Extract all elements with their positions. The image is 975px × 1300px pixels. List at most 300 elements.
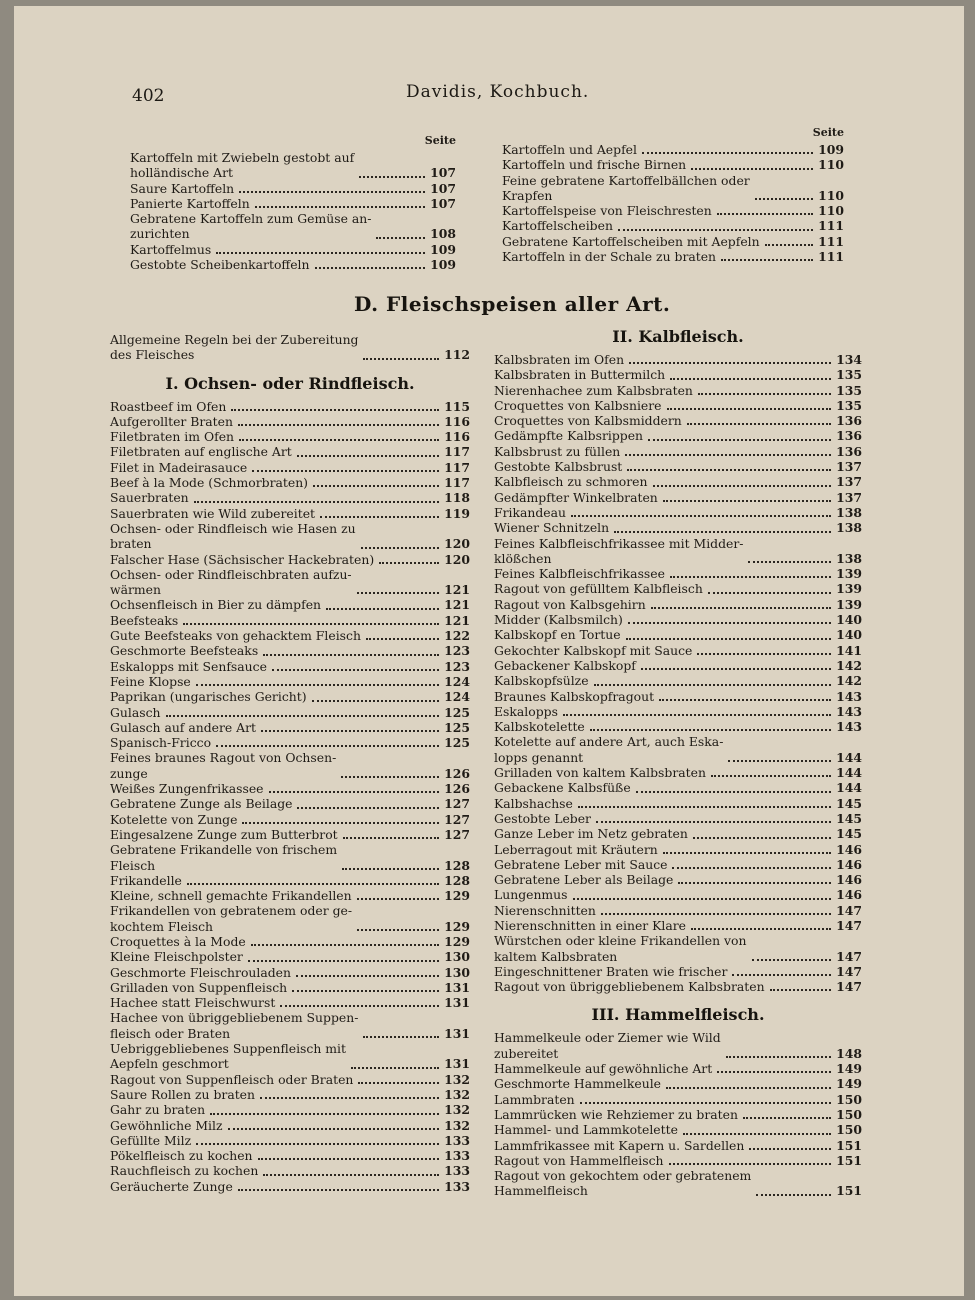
entry-page-number: 138 (836, 550, 862, 566)
entry-page-number: 142 (836, 673, 862, 689)
entry-page-number: 128 (444, 857, 470, 873)
entry-title: Würstchen oder kleine Frikandellen von kaltem Kalbsbraten (494, 933, 747, 964)
index-entry (110, 873, 470, 888)
entry-page-number: 107 (430, 180, 456, 196)
entry-title: Ochsenfleisch in Bier zu dämpfen (110, 597, 322, 613)
index-entry (110, 1179, 470, 1194)
index-entry (502, 173, 844, 204)
entry-title: Sauerbraten (110, 490, 189, 506)
index-entry (494, 627, 862, 642)
index-entry (494, 444, 862, 459)
entry-title: Ochsen- oder Rindfleischbraten aufzu- wärmen (110, 566, 352, 598)
entry-page-number: 116 (444, 429, 470, 445)
index-entry (110, 613, 470, 628)
dot-leader (708, 592, 831, 594)
index-entry (494, 796, 862, 811)
entry-title: Gebratene Leber als Beilage (494, 872, 674, 888)
entry-title: Gefüllte Milz (110, 1132, 192, 1148)
entry-page-number: 116 (444, 413, 470, 429)
entry-title: Eskalopps mit Senfsauce (110, 658, 267, 674)
entry-title: Kartoffelscheiben (502, 218, 613, 234)
entry-page-number: 145 (836, 826, 862, 842)
entry-title: Kalbskopfsülze (494, 673, 589, 689)
entry-title: Geschmorte Beefsteaks (110, 643, 259, 659)
entry-title: Rauchfleisch zu kochen (110, 1163, 259, 1179)
entry-title: Geräucherte Zunge (110, 1178, 233, 1194)
index-entry (494, 1030, 862, 1061)
entry-page-number: 132 (444, 1102, 470, 1118)
entry-title: Kotelette von Zunge (110, 811, 238, 827)
entry-page-number: 149 (836, 1076, 862, 1092)
index-entry (494, 536, 862, 567)
index-entry (502, 157, 844, 172)
entry-title: Kalbsbraten in Buttermilch (494, 367, 666, 383)
entry-title: Lammbraten (494, 1091, 575, 1107)
left-column-index (110, 332, 470, 1194)
dot-leader (669, 1163, 832, 1165)
entry-page-number: 147 (836, 917, 862, 933)
dot-leader (251, 944, 439, 946)
index-entry (110, 521, 470, 552)
entry-title: Frikandeau (494, 504, 566, 520)
entry-page-number: 120 (444, 551, 470, 567)
entry-page-number: 143 (836, 688, 862, 704)
entry-title: Roastbeef im Ofen (110, 398, 227, 414)
entry-title: Ochsen- oder Rindfleisch wie Hasen zu braten (110, 520, 356, 552)
entry-page-number: 117 (444, 459, 470, 475)
entry-title: Leberragout mit Kräutern (494, 841, 658, 857)
entry-page-number: 115 (444, 398, 470, 414)
dot-leader (260, 1097, 439, 1099)
index-entry (494, 597, 862, 612)
index-entry (110, 934, 470, 949)
entry-title: Gahr zu braten (110, 1102, 206, 1118)
entry-page-number: 109 (430, 241, 456, 257)
index-entry (110, 332, 470, 363)
seite-label: Seite (812, 126, 844, 139)
entry-page-number: 120 (444, 536, 470, 552)
dot-leader (248, 960, 439, 962)
entry-page-number: 123 (444, 658, 470, 674)
entry-page-number: 138 (836, 504, 862, 520)
index-entry (494, 505, 862, 520)
dot-leader (187, 883, 439, 885)
entry-page-number: 144 (836, 780, 862, 796)
dot-leader (678, 882, 831, 884)
entry-page-number: 139 (836, 581, 862, 597)
entry-title: Kleine Fleischpolster (110, 949, 243, 965)
dot-leader (628, 622, 831, 624)
entry-page-number: 127 (444, 826, 470, 842)
dot-leader (732, 974, 831, 976)
entry-title: Kalbfleisch zu schmoren (494, 474, 648, 490)
dot-leader (698, 393, 831, 395)
index-entry (494, 413, 862, 428)
index-entry (110, 1041, 470, 1072)
dot-leader (357, 898, 439, 900)
entry-page-number: 147 (836, 963, 862, 979)
index-entry (494, 964, 862, 979)
entry-title: Gute Beefsteaks von gehacktem Fleisch (110, 628, 361, 644)
entry-title: Croquettes von Kalbsniere (494, 397, 662, 413)
index-entry (494, 428, 862, 443)
entry-page-number: 125 (444, 704, 470, 720)
index-entry (494, 903, 862, 918)
index-entry (494, 1138, 862, 1153)
index-entry (110, 552, 470, 567)
index-entry (110, 567, 470, 598)
entry-title: Lammfrikassee mit Kapern u. Sardellen (494, 1137, 745, 1153)
index-entry (130, 257, 456, 272)
entry-title: Saure Kartoffeln (130, 180, 235, 196)
entry-page-number: 143 (836, 703, 862, 719)
entry-title: Gestobte Scheibenkartoffeln (130, 257, 310, 273)
entry-title: Feine Klopse (110, 673, 191, 689)
entry-title: Kartoffeln mit Zwiebeln gestobt auf holländische Art (130, 150, 355, 181)
entry-page-number: 139 (836, 566, 862, 582)
index-entry (110, 506, 470, 521)
index-entry (130, 150, 456, 181)
index-entry (110, 628, 470, 643)
dot-leader (366, 638, 439, 640)
entry-page-number: 150 (836, 1122, 862, 1138)
dot-leader (358, 1082, 439, 1084)
index-entry (494, 689, 862, 704)
entry-page-number: 146 (836, 872, 862, 888)
dot-leader (752, 959, 832, 961)
index-entry (494, 765, 862, 780)
index-entry (110, 1163, 470, 1178)
index-entry (110, 643, 470, 658)
entry-page-number: 132 (444, 1117, 470, 1133)
entry-title: Croquettes von Kalbsmiddern (494, 413, 682, 429)
dot-leader (641, 668, 831, 670)
index-entry (130, 196, 456, 211)
index-entry (494, 842, 862, 857)
entry-title: Paprikan (ungarisches Gericht) (110, 689, 307, 705)
dot-leader (590, 729, 831, 731)
entry-title: Kleine, schnell gemachte Frikandellen (110, 888, 352, 904)
entry-page-number: 129 (444, 888, 470, 904)
dot-leader (627, 469, 831, 471)
dot-leader (361, 547, 439, 549)
index-entry (110, 750, 470, 781)
dot-leader (342, 868, 439, 870)
entry-title: Aufgerollter Braten (110, 413, 233, 429)
entry-title: Beef à la Mode (Schmorbraten) (110, 475, 309, 491)
index-entry (110, 1072, 470, 1087)
index-entry (494, 612, 862, 627)
index-entry (494, 780, 862, 795)
entry-page-number: 146 (836, 841, 862, 857)
dot-leader (663, 500, 831, 502)
seite-label: Seite (424, 134, 456, 147)
index-entry (494, 398, 862, 413)
entry-title: Kartoffeln in der Schale zu braten (502, 249, 717, 265)
entry-page-number: 151 (836, 1152, 862, 1168)
dot-leader (653, 485, 832, 487)
entry-title: Weißes Zungenfrikassee (110, 781, 264, 797)
entry-title: Saure Rollen zu braten (110, 1086, 255, 1102)
index-entry (494, 933, 862, 964)
entry-page-number: 112 (444, 347, 470, 363)
entry-page-number: 135 (836, 382, 862, 398)
entry-title: Gebackener Kalbskopf (494, 657, 636, 673)
dot-leader (341, 776, 439, 778)
dot-leader (166, 715, 439, 717)
dot-leader (269, 791, 440, 793)
dot-leader (239, 191, 425, 193)
dot-leader (626, 638, 831, 640)
dot-leader (238, 424, 439, 426)
entry-title: Croquettes à la Mode (110, 933, 246, 949)
entry-title: Kartoffelmus (130, 241, 212, 257)
entry-page-number: 130 (444, 964, 470, 980)
index-entry (110, 444, 470, 459)
dot-leader (315, 267, 426, 269)
entry-page-number: 128 (444, 872, 470, 888)
entry-title: Spanisch-Fricco (110, 735, 212, 751)
index-entry (494, 673, 862, 688)
entry-title: Gedämpfte Kalbsrippen (494, 428, 644, 444)
dot-leader (258, 1158, 439, 1160)
dot-leader (749, 1148, 831, 1150)
index-entry (110, 689, 470, 704)
entry-page-number: 124 (444, 673, 470, 689)
index-entry (494, 826, 862, 841)
dot-leader (670, 378, 831, 380)
section-heading: D. Fleischspeisen aller Art. (354, 292, 671, 316)
entry-page-number: 131 (444, 1056, 470, 1072)
entry-title: Gebratene Zunge als Beilage (110, 796, 293, 812)
entry-page-number: 135 (836, 367, 862, 383)
entry-page-number: 123 (444, 643, 470, 659)
index-entry (494, 734, 862, 765)
entry-page-number: 111 (818, 218, 844, 234)
entry-page-number: 139 (836, 596, 862, 612)
entry-title: Feine gebratene Kartoffelbällchen oder Krapfen (502, 172, 750, 203)
index-entry (502, 249, 844, 264)
dot-leader (636, 791, 831, 793)
index-entry (110, 1118, 470, 1133)
entry-title: Panierte Kartoffeln (130, 195, 250, 211)
dot-leader (313, 485, 439, 487)
entry-page-number: 137 (836, 489, 862, 505)
entry-page-number: 151 (836, 1183, 862, 1199)
dot-leader (326, 608, 439, 610)
entry-title: Kotelette auf andere Art, auch Eska- lopps genannt (494, 734, 724, 765)
dot-leader (670, 576, 831, 578)
entry-page-number: 149 (836, 1061, 862, 1077)
dot-leader (651, 607, 831, 609)
index-entry (130, 211, 456, 242)
dot-leader (571, 515, 831, 517)
dot-leader (770, 989, 831, 991)
index-entry (494, 383, 862, 398)
entry-page-number: 136 (836, 413, 862, 429)
index-entry (494, 1107, 862, 1122)
dot-leader (659, 699, 831, 701)
entry-page-number: 147 (836, 902, 862, 918)
dot-leader (196, 1143, 439, 1145)
entry-page-number: 118 (444, 490, 470, 506)
index-entry (494, 979, 862, 994)
index-entry (110, 1010, 470, 1041)
index-entry (502, 234, 844, 249)
entry-page-number: 147 (836, 979, 862, 995)
index-entry (110, 827, 470, 842)
index-entry (502, 142, 844, 157)
entry-title: Hammelkeule oder Ziemer wie Wild zubereitet (494, 1030, 721, 1061)
index-entry (110, 460, 470, 475)
entry-page-number: 150 (836, 1091, 862, 1107)
right-column-index (494, 322, 862, 1199)
entry-title: Nierenschnitten in einer Klare (494, 917, 687, 933)
entry-page-number: 107 (430, 165, 456, 181)
dot-leader (691, 168, 813, 170)
entry-title: Eingesalzene Zunge zum Butterbrot (110, 826, 338, 842)
dot-leader (216, 745, 439, 747)
entry-title: Eingeschnittener Braten wie frischer (494, 963, 728, 979)
entry-title: Gulasch (110, 704, 161, 720)
entry-title: Feines Kalbfleischfrikassee (494, 566, 665, 582)
index-entry (110, 1102, 470, 1117)
entry-title: Kalbskotelette (494, 719, 585, 735)
index-entry (502, 218, 844, 233)
index-entry (494, 658, 862, 673)
entry-page-number: 143 (836, 719, 862, 735)
dot-leader (625, 454, 831, 456)
entry-page-number: 137 (836, 474, 862, 490)
entry-page-number: 129 (444, 918, 470, 934)
entry-page-number: 109 (818, 142, 844, 157)
dot-leader (693, 837, 831, 839)
index-entry (494, 459, 862, 474)
entry-title: Gewöhnliche Milz (110, 1117, 223, 1133)
book-page (14, 6, 964, 1296)
entry-page-number: 136 (836, 443, 862, 459)
index-entry (494, 474, 862, 489)
index-entry (130, 242, 456, 257)
entry-title: Uebriggebliebenes Suppenfleisch mit Aepfeln geschmort (110, 1041, 346, 1072)
entry-page-number: 133 (444, 1163, 470, 1179)
dot-leader (292, 990, 439, 992)
dot-leader (642, 152, 813, 154)
dot-leader (755, 198, 813, 200)
entry-page-number: 134 (836, 352, 862, 367)
entry-page-number: 110 (818, 157, 844, 173)
entry-page-number: 131 (444, 979, 470, 995)
dot-leader (379, 562, 439, 564)
entry-title: Gebratene Frikandelle von frischem Fleisch (110, 842, 338, 873)
entry-title: Frikandelle (110, 872, 182, 888)
index-entry (110, 1087, 470, 1102)
index-entry (110, 903, 470, 934)
index-entry (110, 796, 470, 811)
entry-title: Wiener Schnitzeln (494, 520, 610, 536)
entry-title: Filetbraten im Ofen (110, 429, 235, 445)
dot-leader (683, 1133, 831, 1135)
entry-page-number: 140 (836, 612, 862, 628)
entry-page-number: 127 (444, 796, 470, 812)
dot-leader (263, 654, 439, 656)
entry-title: Pökelfleisch zu kochen (110, 1148, 253, 1164)
entry-title: Beefsteaks (110, 612, 179, 628)
entry-title: Kalbsbrust zu füllen (494, 443, 621, 459)
dot-leader (667, 408, 831, 410)
entry-page-number: 124 (444, 689, 470, 705)
entry-page-number: 137 (836, 459, 862, 475)
entry-title: Gestobte Leber (494, 810, 591, 826)
index-entry (110, 475, 470, 490)
dot-leader (691, 928, 831, 930)
dot-leader (578, 806, 831, 808)
entry-page-number: 146 (836, 887, 862, 903)
dot-leader (728, 760, 831, 762)
dot-leader (629, 362, 831, 364)
index-entry (494, 887, 862, 902)
entry-title: Falscher Hase (Sächsischer Hackebraten) (110, 551, 375, 567)
entry-page-number: 151 (836, 1137, 862, 1153)
dot-leader (357, 592, 439, 594)
index-entry (110, 812, 470, 827)
dot-leader (238, 1189, 439, 1191)
entry-title: Hachee statt Fleischwurst (110, 995, 276, 1011)
page-number: 402 (132, 86, 165, 106)
entry-title: Kalbshachse (494, 795, 573, 811)
dot-leader (228, 1128, 439, 1130)
entry-title: Gebratene Kartoffelscheiben mit Aepfeln (502, 233, 760, 249)
dot-leader (614, 531, 831, 533)
dot-leader (280, 1005, 439, 1007)
entry-title: Ragout von gekochtem oder gebratenem Hammelfleisch (494, 1168, 752, 1199)
entry-page-number: 132 (444, 1086, 470, 1102)
dot-leader (580, 1102, 831, 1104)
entry-page-number: 138 (836, 520, 862, 536)
dot-leader (687, 423, 831, 425)
index-entry (110, 980, 470, 995)
index-entry (110, 674, 470, 689)
index-entry (110, 1133, 470, 1148)
dot-leader (666, 1087, 831, 1089)
dot-leader (748, 561, 831, 563)
entry-page-number: 147 (836, 948, 862, 964)
subsection-heading: III. Hammelfleisch. (591, 1005, 765, 1025)
index-entry (494, 872, 862, 887)
index-entry (110, 659, 470, 674)
entry-title: Hachee von übriggebliebenem Suppen- fleisch oder Braten (110, 1010, 359, 1041)
entry-title: Ragout von gefülltem Kalbfleisch (494, 581, 703, 597)
dot-leader (357, 929, 439, 931)
index-entry (110, 597, 470, 612)
entry-page-number: 117 (444, 444, 470, 460)
index-entry (494, 719, 862, 734)
entry-title: Midder (Kalbsmilch) (494, 612, 623, 628)
entry-page-number: 121 (444, 582, 470, 598)
entry-title: Grilladen von Suppenfleisch (110, 979, 288, 995)
dot-leader (312, 700, 439, 702)
entry-page-number: 133 (444, 1178, 470, 1194)
dot-leader (363, 358, 439, 360)
index-entry (110, 705, 470, 720)
dot-leader (351, 1067, 439, 1069)
entry-title: Lammrücken wie Rehziemer zu braten (494, 1106, 738, 1122)
index-entry (110, 949, 470, 964)
dot-leader (210, 1113, 439, 1115)
entry-page-number: 144 (836, 749, 862, 765)
index-entry (494, 811, 862, 826)
index-entry (130, 181, 456, 196)
